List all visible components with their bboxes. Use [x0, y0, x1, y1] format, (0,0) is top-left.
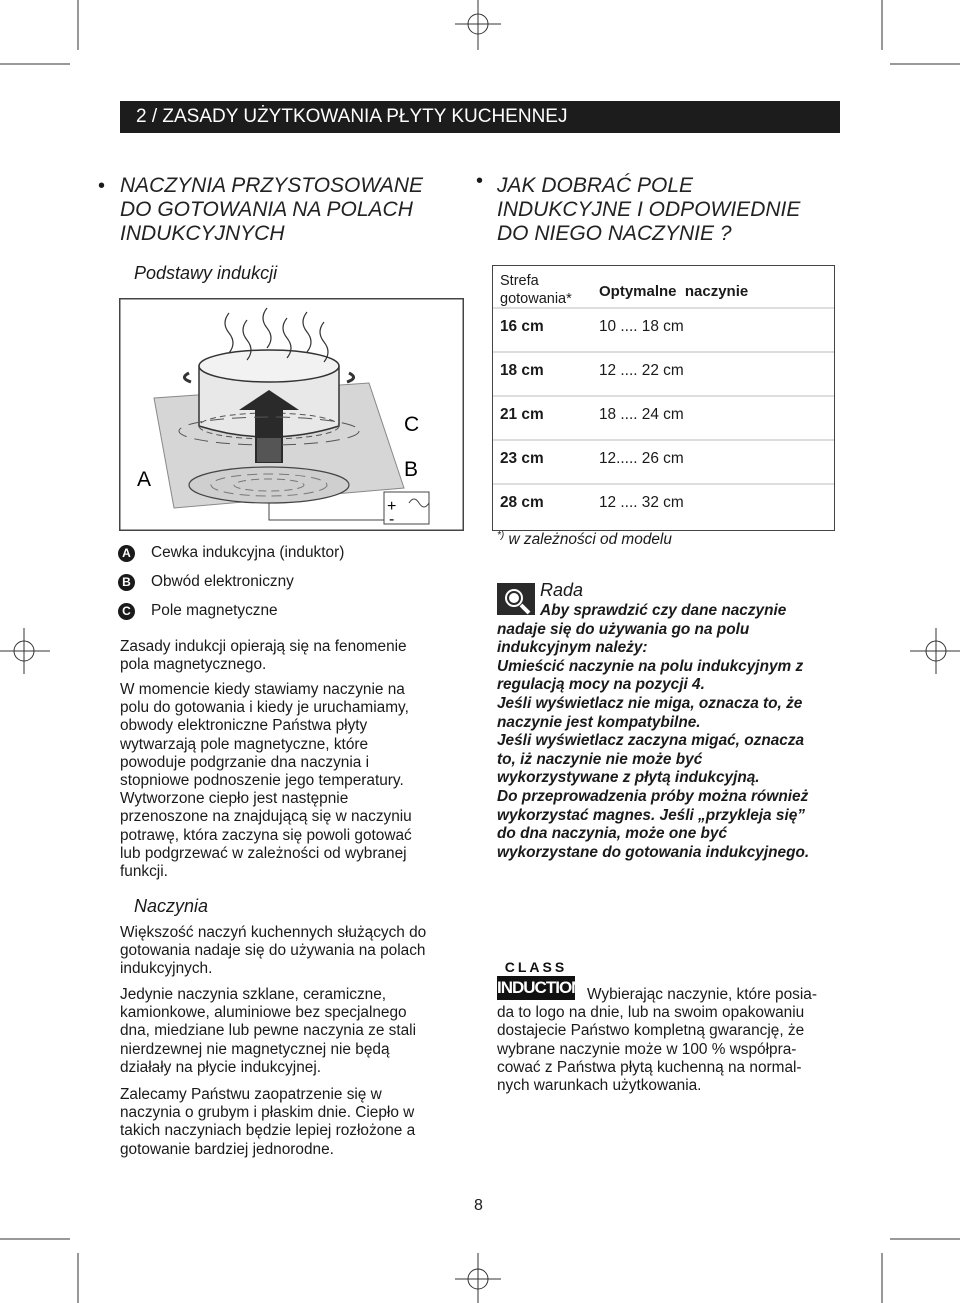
class-induction-text: [497, 986, 817, 1095]
text-line: gotowania*: [500, 291, 572, 307]
right-section-title: [497, 174, 800, 246]
tip-line: regulacją mocy na pozycji 4.: [497, 676, 705, 694]
tip-line: Jeśli wyświetlacz zaczyna migać, oznacza: [497, 732, 805, 750]
text-line: działały na płycie indukcyjnej.: [120, 1058, 322, 1076]
text-line: funkcji.: [120, 863, 168, 881]
diagram-title: Podstawy indukcji: [134, 263, 278, 283]
naczynia-title: Naczynia: [134, 896, 209, 916]
text-line: W momencie kiedy stawiamy naczynie na: [120, 681, 405, 698]
legend-letter-a: A: [118, 545, 135, 562]
tip-line: Umieścić naczynie na polu indukcyjnym z: [497, 657, 804, 675]
section-header: 2 / ZASADY UŻYTKOWANIA PŁYTY KUCHENNEJ: [120, 101, 840, 133]
text-line: polu do gotowania i kiedy je uruchamiamy,: [120, 699, 409, 717]
induction-diagram: [119, 298, 464, 531]
zone-cell: 28 cm: [500, 494, 544, 511]
left-title-line: DO GOTOWANIA NA POLACH: [120, 198, 413, 221]
footnote-marker: *): [497, 530, 505, 541]
text-line: powoduje podgrzanie dna naczynia i: [120, 753, 369, 771]
text-line: Zasady indukcji opierają się na fenomenie: [120, 638, 407, 655]
left-section-title: [120, 174, 423, 246]
right-title-line: JAK DOBRAĆ POLE: [497, 174, 694, 197]
text-line: wybrane naczynie może w 100 % współpra-: [497, 1040, 797, 1058]
text-line: cować z Państwa płytą kuchenną na normal-: [497, 1058, 802, 1076]
label-c: C: [404, 413, 420, 436]
paragraph-naczynia-2: [120, 986, 416, 1077]
paragraph-naczynia-1: [120, 924, 426, 979]
text-line: dna, miedziane lub pewne naczynia ze stali: [120, 1022, 417, 1040]
legend-letter-c: C: [118, 603, 135, 620]
table-header-pot: Optymalne naczynie: [599, 283, 749, 300]
text-line: indukcyjnych.: [120, 960, 213, 978]
tip-line: wykorzystywane z płytą indukcyjną.: [497, 769, 760, 787]
text-line: Większość naczyń kuchennych służących do: [120, 924, 427, 941]
text-line: potrawę, która zaczyna się powoli gotować: [120, 826, 412, 844]
text-line: naczynia o grubym i płaskim dnie. Ciepło w: [120, 1104, 415, 1122]
zone-cell: 18 cm: [500, 362, 544, 379]
text-line: da to logo na dnie, lub na swoim opakowaniu: [497, 1004, 805, 1022]
diagram-legend: [118, 542, 344, 622]
text-line: Wytworzone ciepło jest następnie: [120, 790, 349, 808]
minus-sign: -: [389, 511, 395, 528]
text-line: Strefa: [500, 273, 539, 289]
paragraph-intro: [120, 638, 407, 674]
tip-line: Aby sprawdzić czy dane naczynie: [540, 602, 787, 619]
text-line: stopniowe podnoszenie jego temperatury.: [120, 772, 404, 790]
pot-cell: 18 .... 24 cm: [599, 406, 684, 423]
left-title-line: NACZYNIA PRZYSTOSOWANE: [120, 174, 423, 197]
text-line: kamionkowe, aluminiowe bez specjalnego: [120, 1004, 407, 1022]
tip-line: Do przeprowadzenia próby można również: [497, 787, 809, 805]
text-line: nych warunkach użytkowania.: [497, 1077, 702, 1095]
text-line: gotowanie bardziej jednorodne.: [120, 1140, 334, 1158]
legend-text: Pole magnetyczne: [151, 602, 278, 619]
tip-line: Jeśli wyświetlacz nie miga, oznacza to, że: [497, 694, 803, 712]
induction-coil: [189, 467, 349, 503]
text-line: Jedynie naczynia szklane, ceramiczne,: [120, 986, 387, 1003]
text-line: gotowania nadaje się do używania na polach: [120, 942, 426, 960]
text-line: nierdzewnej nie magnetycznej nie będą: [120, 1040, 390, 1058]
tip-line: to, iż naczynie nie może być: [497, 750, 703, 768]
zone-cell: 21 cm: [500, 406, 544, 423]
paragraph-naczynia-3: [120, 1086, 415, 1159]
left-title-line: INDUKCYJNYCH: [120, 222, 285, 245]
footnote-text: w zależności od modelu: [508, 531, 672, 549]
legend-item: [118, 542, 344, 564]
label-a: A: [137, 468, 152, 491]
tip-title: Rada: [540, 580, 584, 600]
pot-cell: 10 .... 18 cm: [599, 318, 684, 335]
tip-text: [497, 602, 809, 862]
legend-item: [118, 571, 344, 593]
bullet-dot: •: [476, 170, 484, 192]
right-title-line: INDUKCYJNE I ODPOWIEDNIE: [497, 198, 801, 221]
legend-item: [118, 600, 344, 622]
text-line: przenoszone na znajdującą się w naczyniu: [120, 808, 412, 826]
table-rules: [493, 266, 834, 530]
pot-cell: 12..... 26 cm: [599, 450, 684, 467]
logo-text-bottom: INDUCTION: [497, 976, 575, 1000]
page-number: 8: [474, 1197, 483, 1214]
text-line: Wybierając naczynie, które posia-: [587, 986, 817, 1003]
text-line: pola magnetycznego.: [120, 656, 267, 674]
text-line: takich naczyniach będzie lepiej rozłożone a: [120, 1122, 416, 1140]
zone-table: [492, 265, 835, 531]
tip-line: naczynie jest kompatybilne.: [497, 713, 701, 731]
pot-cell: 12 .... 22 cm: [599, 362, 684, 379]
text-line: obwody elektroniczne Państwa płyty: [120, 717, 368, 735]
zone-cell: 23 cm: [500, 450, 544, 467]
label-b: B: [404, 458, 419, 481]
bullet-dot: •: [98, 175, 106, 197]
tip-line: wykorzystane do gotowania indukcyjnego.: [497, 843, 810, 861]
text-line: Zalecamy Państwu zaopatrzenie się w: [120, 1086, 382, 1103]
text-line: wytwarzają pole magnetyczne, które: [120, 735, 369, 753]
logo-text-top: CLASS: [504, 959, 568, 975]
tip-line: wykorzystać magnes. Jeśli „przykleja się”: [497, 806, 805, 824]
pot-cell: 12 .... 32 cm: [599, 494, 684, 511]
footnote: [497, 530, 672, 549]
legend-text: Cewka indukcyjna (induktor): [151, 544, 345, 561]
legend-text: Obwód elektroniczny: [151, 573, 294, 590]
text-line: dostajecie Państwo kompletną gwarancję, że: [497, 1022, 805, 1040]
legend-letter-b: B: [118, 574, 135, 591]
plus-sign: +: [387, 498, 397, 515]
tip-line: indukcyjnym należy:: [497, 639, 648, 657]
text-line: lub podgrzewać w zależności od wybranej: [120, 844, 407, 862]
tip-line: do dna naczynia, może one być: [497, 825, 728, 843]
paragraph-explanation: [120, 681, 412, 881]
zone-cell: 16 cm: [500, 318, 544, 335]
tip-line: nadaje się do używania go na polu: [497, 620, 750, 638]
right-title-line: DO NIEGO NACZYNIE ?: [497, 222, 732, 245]
